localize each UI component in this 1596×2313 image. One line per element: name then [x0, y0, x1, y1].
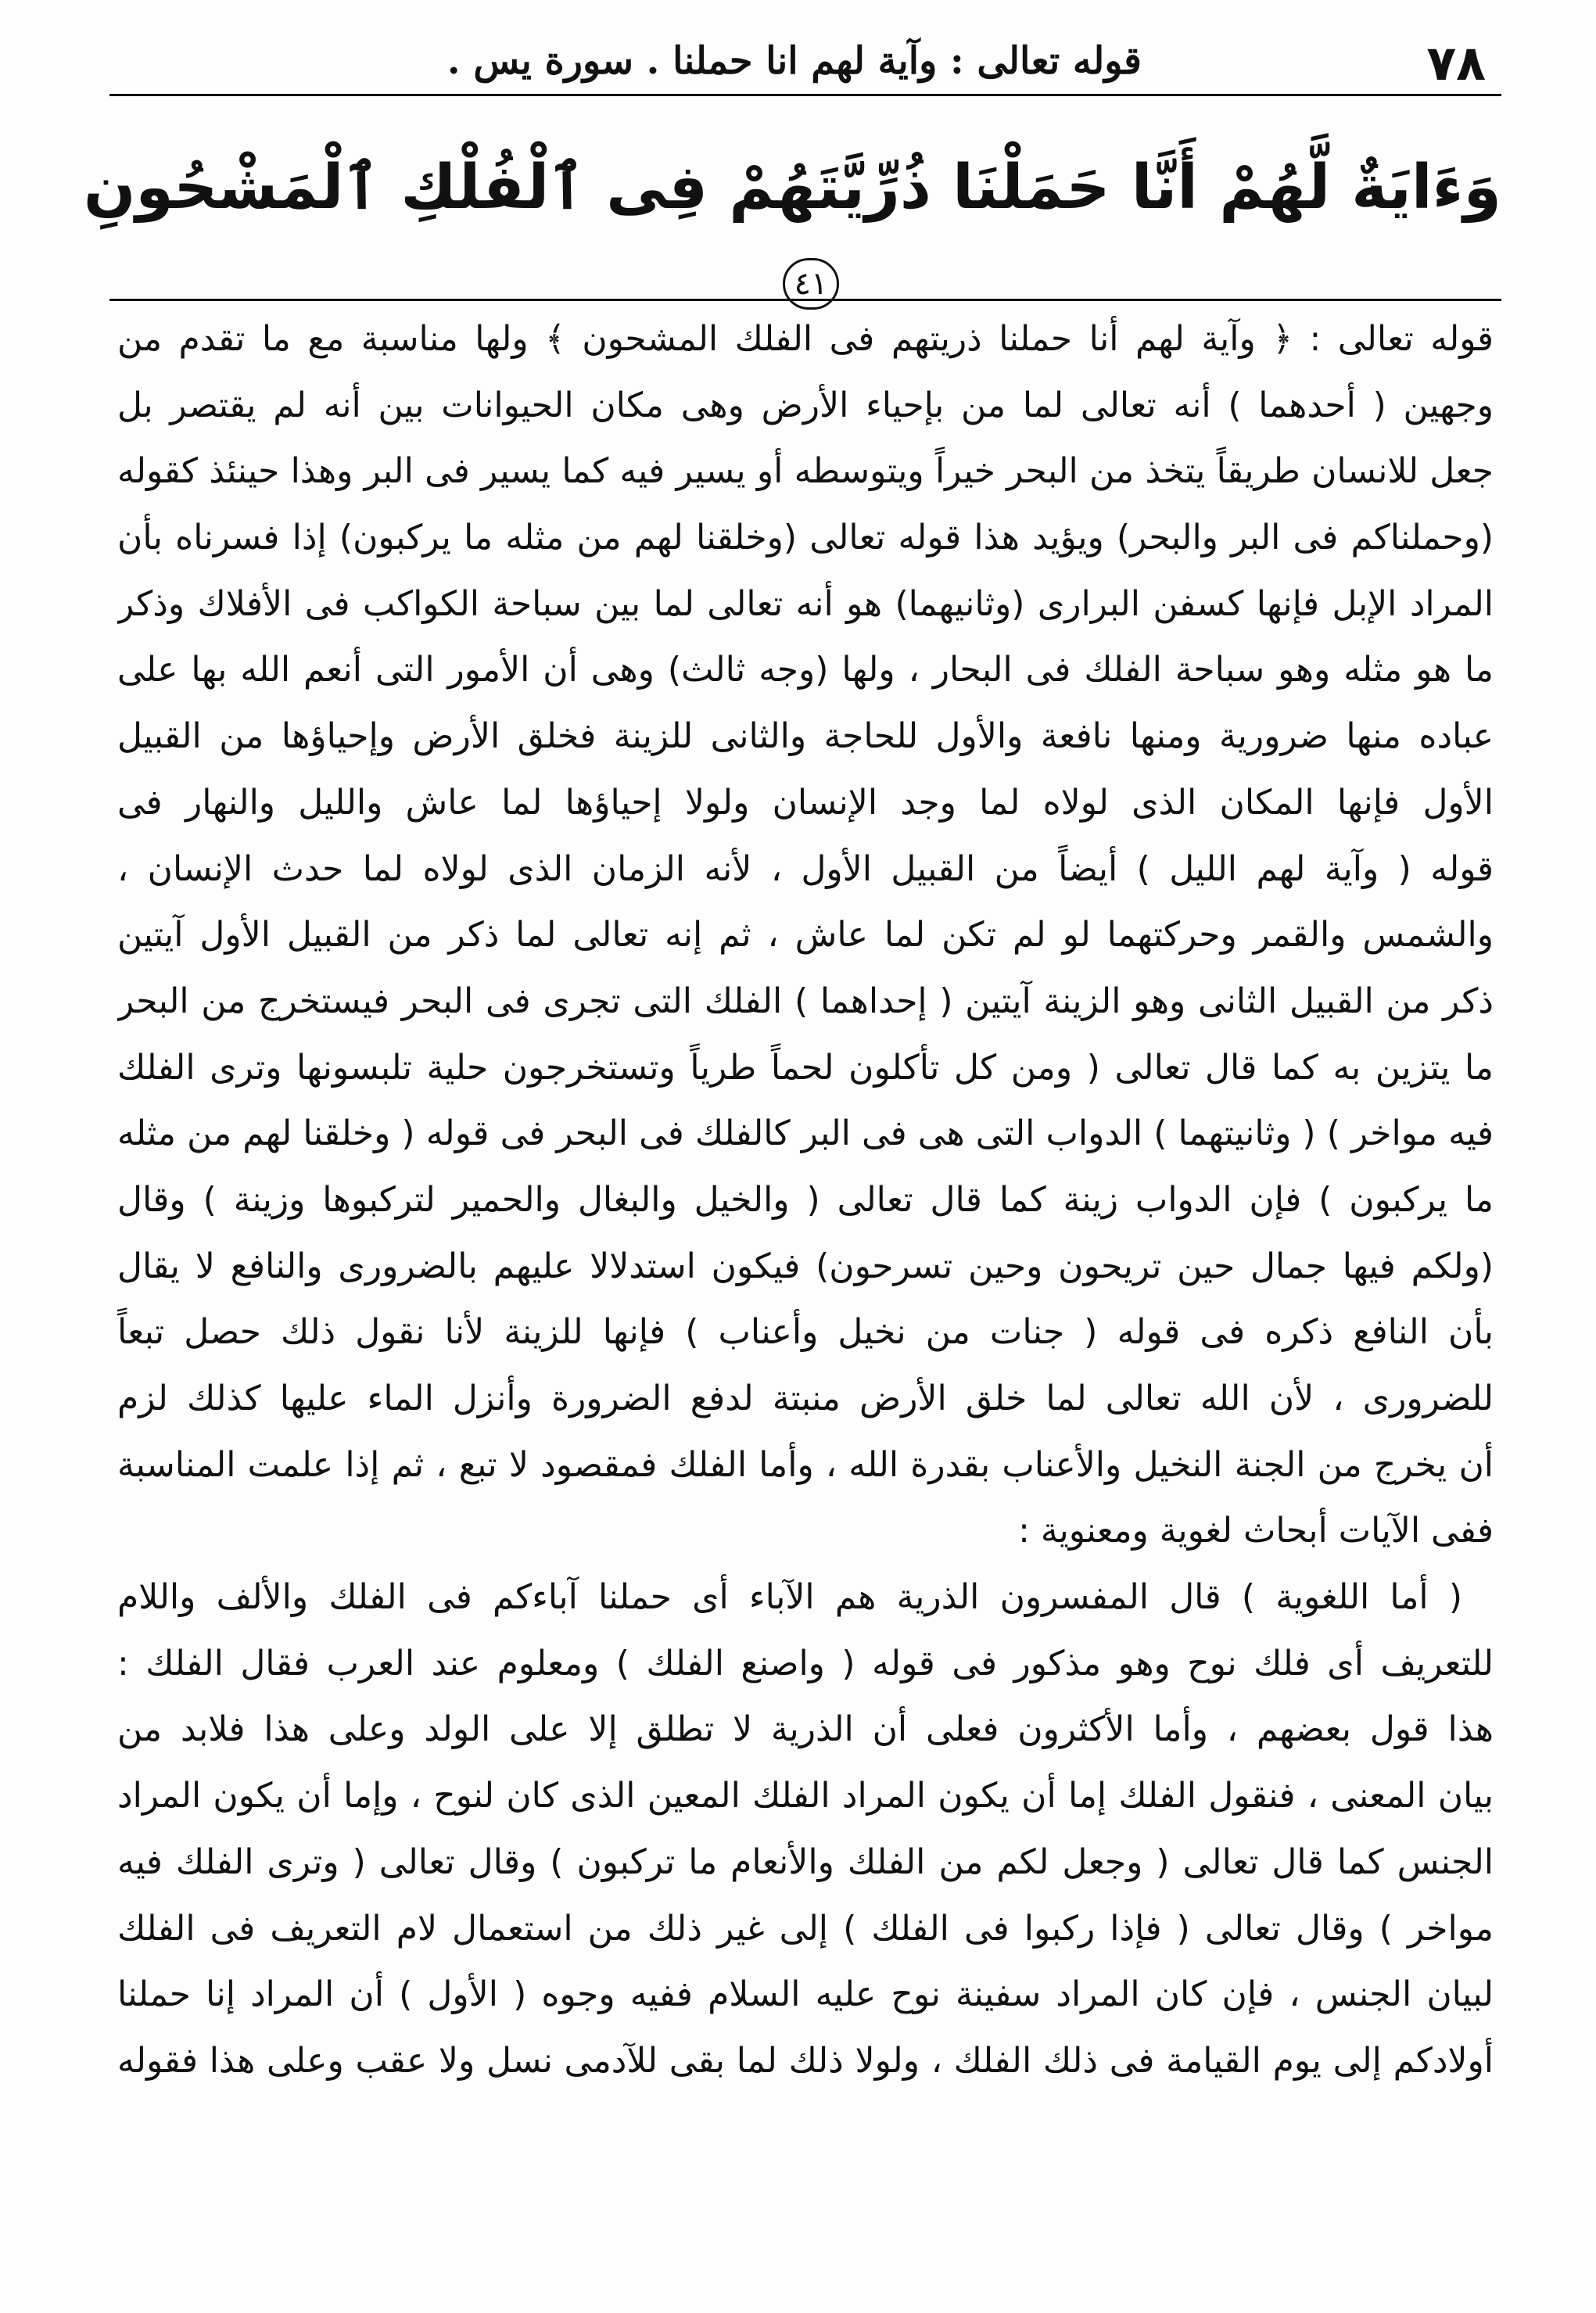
text-line: جعل للانسان طريقاً يتخذ من البحر خيراً ويتوسطه أو يسير فيه كما يسير فى البر وهذا حينئذ كقوله — [117, 451, 1494, 492]
text-line: عباده منها ضرورية ومنها نافعة والأول للحاجة والثانى للزينة فخلق الأرض وإحياؤها من القبيل — [117, 716, 1494, 757]
text-line: (وحملناكم فى البر والبحر) ويؤيد هذا قوله تعالى (وخلقنا لهم من مثله ما يركبون) إذا فسرناه بأن — [117, 518, 1494, 558]
quran-verse-block — [83, 117, 1501, 302]
text-line: (ولكم فيها جمال حين تريحون وحين تسرحون) فيكون استدلالا عليهم بالضرورى والنافع لا يقال — [117, 1246, 1494, 1286]
text-line: مواخر ) وقال تعالى ( فإذا ركبوا فى الفلك ) إلى غير ذلك من استعمال لام التعريف فى الفلك — [117, 1908, 1494, 1949]
text-line: ذكر من القبيل الثانى وهو الزينة آيتين ( إحداهما ) الفلك التى تجرى فى البحر فيستخرج من البحر — [117, 981, 1494, 1021]
text-line: للضرورى ، لأن الله تعالى لما خلق الأرض منبتة لدفع الضرورة وأنزل الماء عليها كذلك لزم — [117, 1379, 1494, 1418]
text-line: ( أما اللغوية ) قال المفسرون الذرية هم الآباء أى حملنا آباءكم فى الفلك والألف واللام — [117, 1577, 1462, 1618]
divider-rule — [109, 299, 1501, 301]
text-line: وجهين ( أحدهما ) أنه تعالى لما من بإحياء الأرض وهى مكان الحيوانات بين أنه لم يقتصر بل — [117, 385, 1494, 425]
text-line: قوله تعالى : ﴿ وآية لهم أنا حملنا ذريتهم فى الفلك المشحون ﴾ ولها مناسبة مع ما تقدم من — [117, 319, 1494, 359]
text-line: للتعريف أى فلك نوح وهو مذكور فى قوله ( واصنع الفلك ) ومعلوم عند العرب فقال الفلك : — [117, 1643, 1494, 1684]
running-title: قوله تعالى : وآية لهم انا حملنا . سورة يس . — [447, 39, 1142, 83]
text-line: والشمس والقمر وحركتهما لو لم تكن لما عاش ، ثم إنه تعالى لما ذكر من القبيل الأول آيتين — [117, 915, 1494, 956]
text-line: أن يخرج من الجنة النخيل والأعناب بقدرة الله ، وأما الفلك فمقصود لا تبع ، ثم إذا علمت المناسبة — [117, 1444, 1494, 1485]
text-line: بيان المعنى ، فنقول الفلك إما أن يكون المراد الفلك المعين الذى كان لنوح ، وإما أن يكون المراد — [117, 1776, 1494, 1816]
page-number: ٧٨ — [1426, 34, 1486, 91]
text-line: الجنس كما قال تعالى ( وجعل لكم من الفلك والأنعام ما تركبون ) وقال تعالى ( وترى الفلك فيه — [117, 1841, 1494, 1882]
text-line: ما يركبون ) فإن الدواب زينة كما قال تعالى ( والخيل والبغال والحمير لتركبوها وزينة ) وقال — [117, 1179, 1494, 1220]
text-line: أولادكم إلى يوم القيامة فى ذلك الفلك ، ولولا ذلك لما بقى للآدمى نسل ولا عقب وعلى هذا فقوله — [117, 2040, 1494, 2081]
quran-verse-text: وَءَايَةٌ لَّهُمْ أَنَّا حَمَلْنَا ذُرِّيَّتَهُمْ فِى ٱلْفُلْكِ ٱلْمَشْحُونِ — [83, 152, 1501, 223]
text-line: هذا قول بعضهم ، وأما الأكثرون فعلى أن الذرية لا تطلق إلا على الولد وعلى هذا فلابد من — [117, 1709, 1494, 1750]
text-line: ففى الآيات أبحاث لغوية ومعنوية : — [1018, 1511, 1494, 1551]
page-header — [109, 31, 1501, 96]
verse-number-badge: ٤١ — [783, 258, 840, 310]
text-line: المراد الإبل فإنها كسفن البرارى (وثانيهما) هو أنه تعالى لما بين سباحة الكواكب فى الأفلاك وذكر — [117, 583, 1494, 624]
text-line: لبيان الجنس ، فإن كان المراد سفينة نوح عليه السلام ففيه وجوه ( الأول ) أن المراد إنا حملنا — [117, 1974, 1494, 2015]
text-line: بأن النافع ذكره فى قوله ( جنات من نخيل وأعناب ) فإنها للزينة لأنا نقول ذلك حصل تبعاً — [117, 1312, 1494, 1353]
text-line: ما يتزين به كما قال تعالى ( ومن كل تأكلون لحماً طرياً وتستخرجون حلية تلبسونها وترى الفلك — [117, 1047, 1494, 1088]
text-line: ما هو مثله وهو سباحة الفلك فى البحار ، ولها (وجه ثالث) وهى أن الأمور التى أنعم الله بها على — [117, 650, 1494, 690]
text-line: قوله ( وآية لهم الليل ) أيضاً من القبيل الأول ، لأنه الزمان الذى لولاه لما حدث الإنسان ، — [117, 848, 1494, 889]
text-line: فيه مواخر ) ( وثانيتهما ) الدواب التى هى فى البر كالفلك فى البحر فى قوله ( وخلقنا لهم من مثله — [117, 1113, 1494, 1154]
commentary-text — [117, 307, 1494, 2095]
text-line: الأول فإنها المكان الذى لولاه لما وجد الإنسان ولولا إحياؤها لما عاش والليل والنهار فى — [117, 782, 1494, 823]
